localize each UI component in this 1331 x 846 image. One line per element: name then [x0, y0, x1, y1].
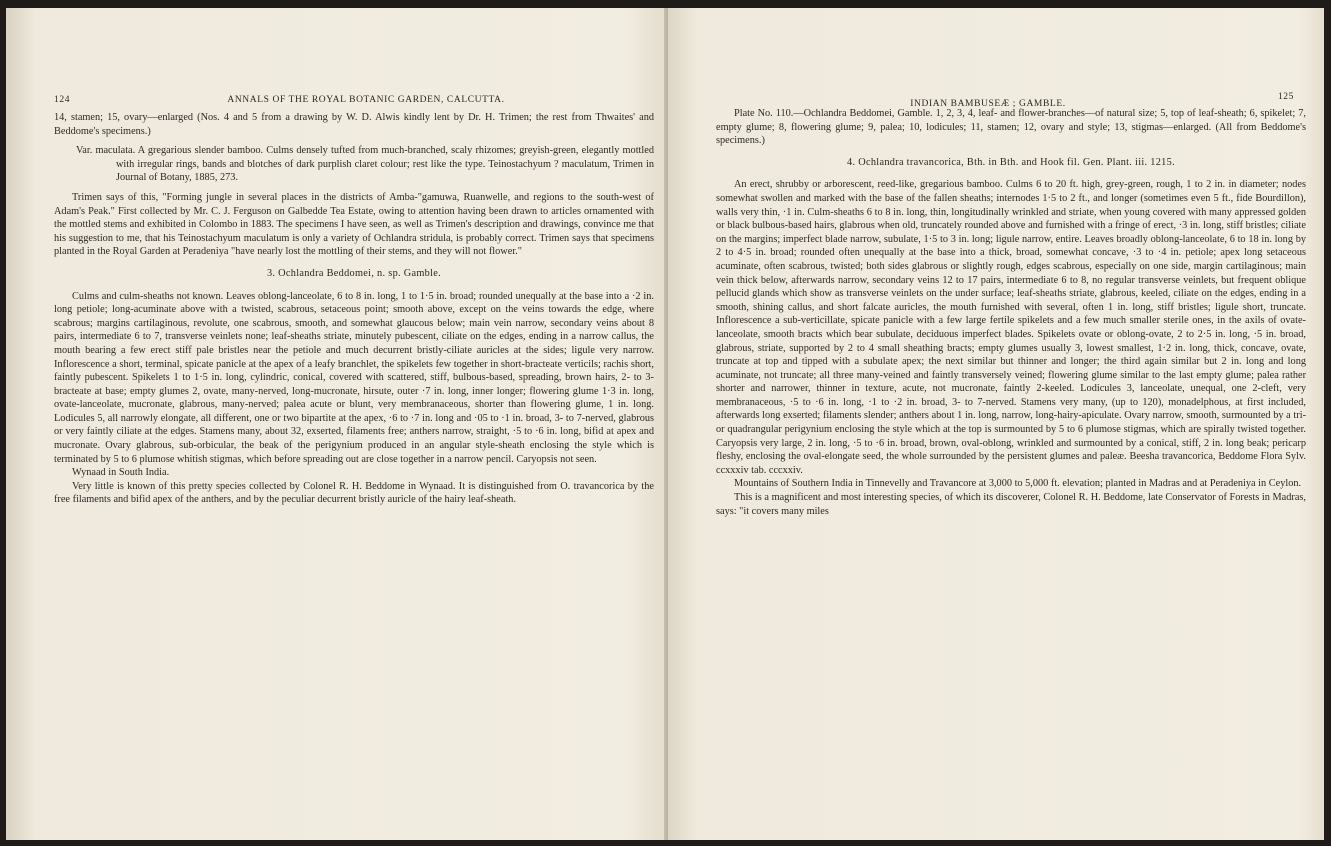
- right-text-column: [716, 107, 1306, 518]
- distribution: Wynaad in South India.: [72, 467, 170, 479]
- species-description: Culms and culm-sheaths not known. Leaves oblong-lanceolate, 6 to 8 in. long, 1 to 1·5 in. broad; rounded unequally at the base into a ·2 in. long petiole; long-acuminate above with a twisted, scabrous, setaceous point; smooth above, except on the veins towards the edge, where scabrous; margins cartilaginous, revolute, one scabrous, smooth, and somewhat glaucous below; main vein narrow, secondary veins about 8 pairs, intermediate 6 to 7, transverse veinlets none; leaf-sheaths striate, minutely pubescent, ciliate on the edges, ending in a narrow callus, the mouth bearing a few erect stiff pale bristles near the petiole and much decurrent bristly-ciliate auricles at the sides; ligule very narrow. Inflorescence a short, terminal, spicate panicle at the apex of a leafy branchlet, the spikelets few together in short-bracteate verticils; rachis short, faintly pubescent. Spikelets 1 to 1·5 in. long, cylindric, conical, covered with scattered, stiff, bulbous-based, spreading, brown hairs, 2- to 3- bracteate at base; empty glumes 2, ovate, many-nerved, long-mucronate, hirsute, outer ·7 in. long, inner longer; flowering glume 1·3 in. long, ovate-lanceolate, mucronate, glabrous, many-nerved; palea acute or blunt, very membranaceous, shorter than flowering glume, 1 in. long. Lodicules 5, all narrowly elongate, all different, one or two bipartite at the apex, ·6 to ·7 in. long and ·05 to ·1 in. broad, 3- to 7-nerved, glabrous or very faintly ciliate at the edges. Stamens many, about 32, exserted, filaments free; anthers narrow, straight, ·5 to ·6 in. long, bifid at apex and mucronate. Ovary glabrous, sub-orbicular, the beak of the perigynium produced in an angular style-sheath enclosing the style which is terminated by 5 to 6 plumose whitish stigmas, which before spreading out are close together in a narrow pencil. Caryopsis not seen.: [54, 290, 654, 465]
- distribution: Mountains of Southern India in Tinnevelly and Travancore at 3,000 to 5,000 ft. elevation; planted in Madras and at Peradeniya in Ceylon.: [734, 478, 1302, 490]
- plate-caption: Plate No. 110.—Ochlandra Beddomei, Gamble. 1, 2, 3, 4, leaf- and flower-branches—of natural size; 5, top of leaf-sheath; 6, spikelet; 7, empty glume; 8, flowering glume; 9, palea; 10, lodicules; 11, stamen; 12, ovary and style; 13, stigmas—enlarged. (All from Beddome's specimens.): [716, 108, 1306, 147]
- species-heading: 3. Ochlandra Beddomei, n. sp. Gamble.: [266, 267, 442, 279]
- species-heading: 4. Ochlandra travancorica, Bth. in Bth. and Hook fil. Gen. Plant. iii. 1215.: [847, 156, 1175, 168]
- variety-paragraph: Var. maculata. A gregarious slender bamboo. Culms densely tufted from much-branched, scaly rhizomes; greyish-green, elegantly mottled with irregular rings, bands and blotches of dark purplish claret colour; rest like the type. Teinostachyum ? maculatum, Trimen in Journal of Botany, 1885, 273.: [76, 145, 654, 184]
- page-number: 124: [54, 95, 71, 105]
- left-text-column: [54, 111, 654, 507]
- left-page: [6, 8, 668, 840]
- page-number: 125: [1277, 92, 1294, 102]
- running-head: INDIAN BAMBUSEÆ ; GAMBLE.: [910, 99, 1066, 109]
- species-description: An erect, shrubby or arborescent, reed-like, gregarious bamboo. Culms 6 to 20 ft. high, grey-green, rough, 1 to 2 in. in diameter; nodes somewhat swollen and marked with the base of the fallen sheaths; internodes 1·5 to 2 ft., and longer (sometimes even 5 ft., fide Bourdillon), walls very thin, ·1 in. Culm-sheaths 6 to 8 in. long, thin, longitudinally wrinkled and striate, when young covered with many appressed golden or black bulbous-based hairs, glabrous when old, truncately rounded above and furnished with a fringe of erect, ·3 in. long, stiff bristles; ciliate on the margins; imperfect blade narrow, subulate, 1·5 to 3 in. long; ligule narrow, entire. Leaves broadly oblong-lanceolate, 6 to 18 in. long by 2 to 4·5 in. broad; rounded often unequally at the base into a thick, broad, somewhat concave, ·3 to ·4 in. petiole; apex long setaceous acuminate, often scabrous, twisted; both sides glabrous or slightly rough, edges scabrous, especially on one side, margin cartilaginous; main vein thick below, afterwards narrow, secondary veins 12 to 17 pairs, intermediate 6 to 8, no regular transverse veinlets, but frequent oblique pellucid glands which show as transverse veinlets on the under surface; leaf-sheaths striate, glabrous, keeled, ciliate on the edges, ending in a smooth, shining callus, and short falcate auricles, the mouth furnished with several, often 1 in. long, stiff bristles; ligule short, truncate. Inflorescence a sub-verticillate, spicate panicle with a few large fertile spikelets and a few much smaller sterile ones, in the axils of ovate-lanceolate, smooth bracts which bear subulate, deciduous imperfect blades. Spikelets ovate or oblong-ovate, 2 to 2·5 in. long, ·5 in. broad, glabrous, striate, supported by 2 to 4 small sheathing bracts; empty glumes usually 3, lowest smallest, 1·2 in. long, thick, concave, ovate, truncate at top and tipped with a subulate apex; the next similar but thinner and longer; the third again similar but 2 in. long and long acuminate, not truncate; all three many-veined and faintly transversely veined; flowering glume similar to the last empty glume; palea rather shorter and narrower, thinner in texture, acute, not mucronate, faintly 2-keeled. Lodicules 3, lanceolate, unequal, one 2-cleft, very membranaceous, ·5 to ·6 in. long, ·1 to ·2 in. broad, 3- to 7-nerved. Stamens very many, (up to 120), monadelphous, at first included, afterwards long exserted; filaments slender; anthers about 1 in. long, narrow, long-hairy-apiculate. Ovary narrow, smooth, surmounted by a tri- or quadrangular perigynium enclosing the style which at the top is surmounted by 5 to 6 plumose stigmas, which are spirally twisted together. Caryopsis very large, 2 in. long, ·5 to ·6 in. broad, brown, oval-oblong, wrinkled and surmounted by a conical, stiff, 2 in. long beak; pericarp fleshy, enclosing the oval-elongate seed, the whole surrounded by the persistent glumes and paleæ. Beesha travancorica, Beddome Flora Sylv. ccxxxiv tab. cccxxiv.: [716, 179, 1306, 476]
- running-head: ANNALS OF THE ROYAL BOTANIC GARDEN, CALCUTTA.: [227, 95, 505, 105]
- paragraph: Trimen says of this, "Forming jungle in several places in the districts of Amba-"gamuwa, Ruanwelle, and regions to the south-west of Adam's Peak." First collected by Mr. C. J. Ferguson on Galbedde Tea Estate, owing to attention having been drawn to articles ornamented with the mottled stems and exhibited in Colombo in 1883. The specimens I have seen, as well as Trimen's description and drawings, convince me that his suggestion to me, that his Teinostachyum maculatum is only a variety of Ochlandra stridula, is probably correct. Trimen says that specimens planted in the Royal Garden at Peradeniya "have nearly lost the mottling of their stems, and they will not flower.": [54, 191, 654, 258]
- paragraph: This is a magnificent and most interesting species, of which its discoverer, Colonel R. H. Beddome, late Conservator of Forests in Madras, says: "it covers many miles: [716, 492, 1306, 517]
- paragraph: Very little is known of this pretty species collected by Colonel R. H. Beddome in Wynaad. It is distinguished from O. travancorica by the free filaments and bifid apex of the anthers, and by the peculiar decurrent bristly auricle of the hairy leaf-sheath.: [54, 480, 654, 506]
- right-page: [668, 8, 1324, 840]
- paragraph: 14, stamen; 15, ovary—enlarged (Nos. 4 and 5 from a drawing by W. D. Alwis kindly lent by Dr. H. Trimen; the rest from Thwaites' and Beddome's specimens.): [54, 112, 654, 137]
